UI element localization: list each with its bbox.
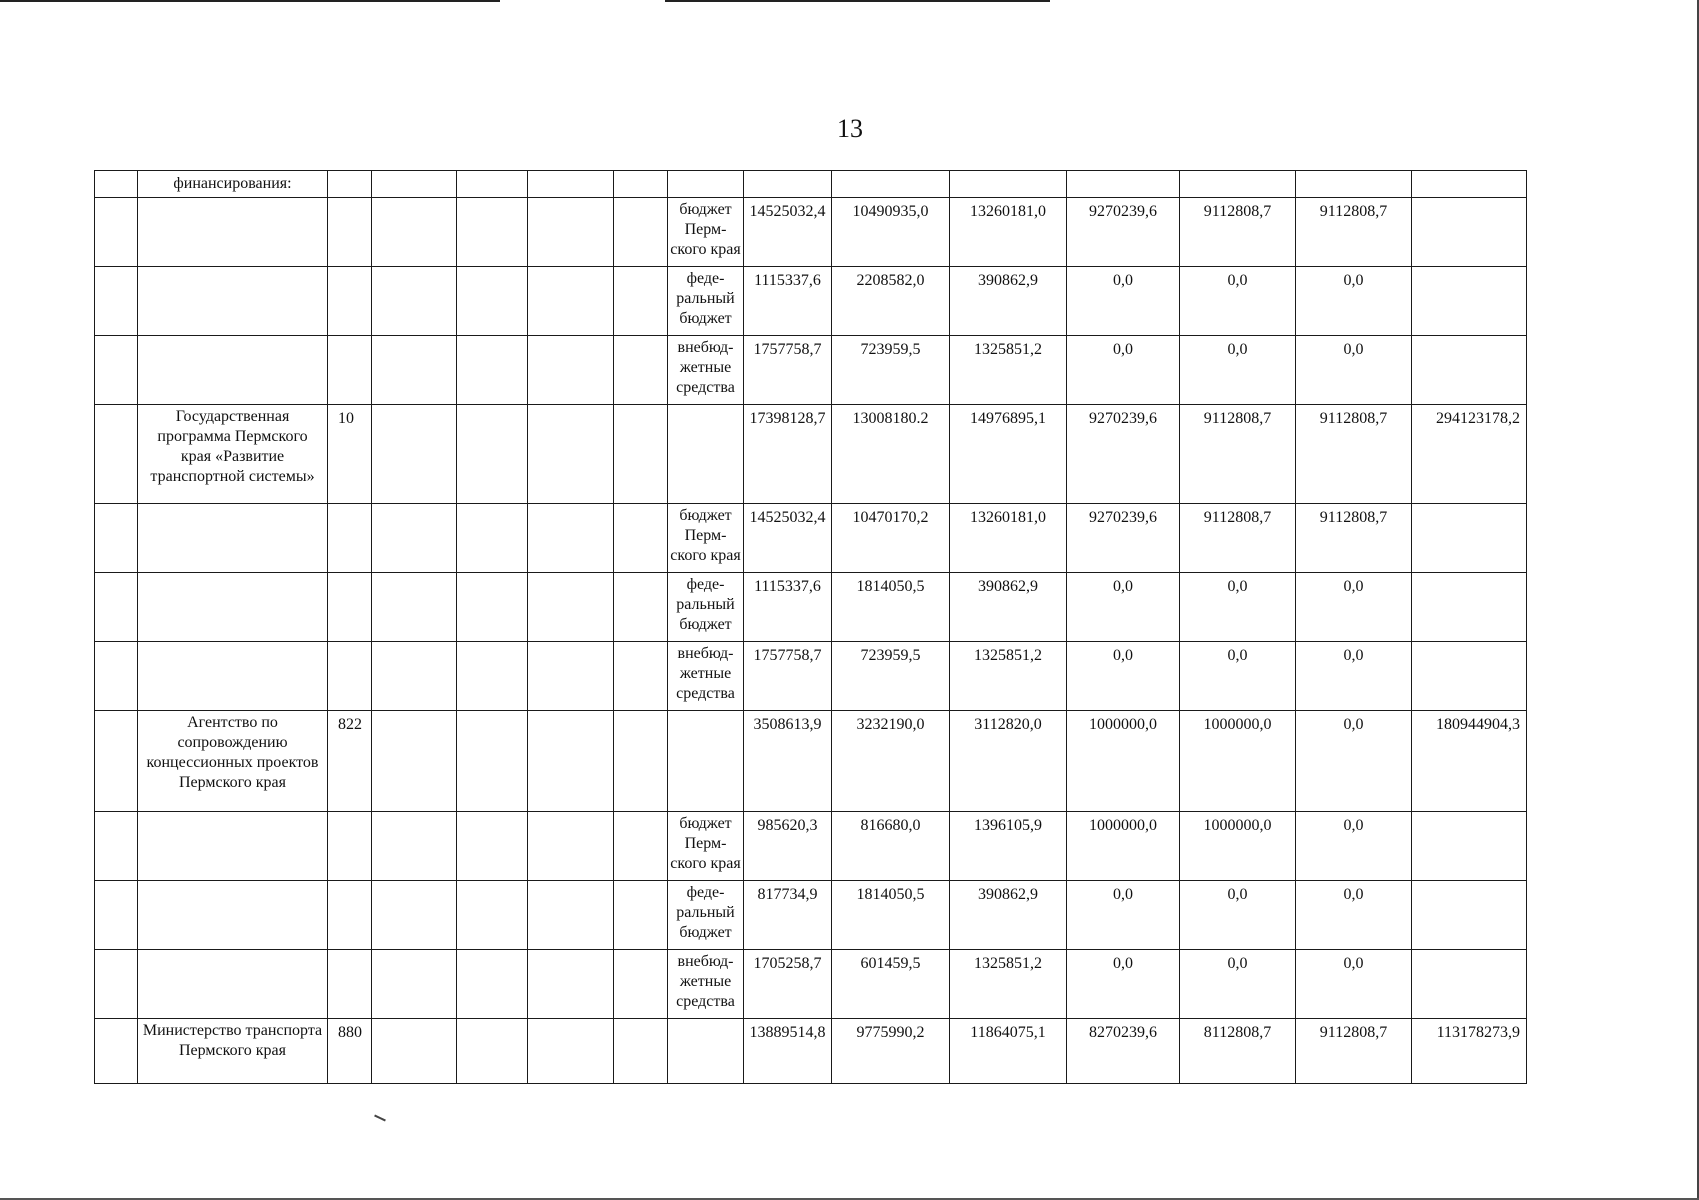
empty-cell — [457, 950, 528, 1019]
value-cell-5: 9112808,7 — [1180, 198, 1296, 267]
total-cell — [1412, 336, 1527, 405]
table-row — [95, 336, 1643, 405]
row-name-cell — [138, 950, 328, 1019]
row-code-cell — [328, 642, 372, 711]
empty-cell — [457, 573, 528, 642]
row-index-cell — [95, 336, 138, 405]
empty-cell — [372, 171, 457, 198]
empty-cell — [614, 950, 668, 1019]
row-name-cell: Агентство по сопровождению концессионных проектов Пермского края — [138, 711, 328, 812]
value-cell-5: 0,0 — [1180, 881, 1296, 950]
row-index-cell — [95, 812, 138, 881]
value-cell-4: 9270239,6 — [1067, 405, 1180, 504]
empty-cell — [457, 198, 528, 267]
funding-source-cell — [668, 1019, 744, 1084]
value-cell-1: 17398128,7 — [744, 405, 832, 504]
row-code-cell — [328, 198, 372, 267]
value-cell-3: 390862,9 — [950, 267, 1067, 336]
value-cell-4: 0,0 — [1067, 573, 1180, 642]
table-row — [95, 950, 1643, 1019]
value-cell-3: 390862,9 — [950, 573, 1067, 642]
table-row — [95, 711, 1643, 812]
empty-cell — [614, 405, 668, 504]
value-cell-3: 1325851,2 — [950, 950, 1067, 1019]
empty-cell — [457, 812, 528, 881]
value-cell-4: 0,0 — [1067, 642, 1180, 711]
total-cell: 294123178,2 — [1412, 405, 1527, 504]
row-name-cell — [138, 881, 328, 950]
empty-cell — [528, 198, 614, 267]
funding-source-cell: бюджет Перм-ского края — [668, 504, 744, 573]
value-cell-4 — [1067, 171, 1180, 198]
empty-cell — [614, 171, 668, 198]
row-index-cell — [95, 1019, 138, 1084]
value-cell-4: 1000000,0 — [1067, 812, 1180, 881]
table-row — [95, 642, 1643, 711]
row-code-cell — [328, 504, 372, 573]
page-number: 13 — [837, 114, 863, 143]
total-cell — [1412, 267, 1527, 336]
total-cell — [1412, 198, 1527, 267]
value-cell-6: 0,0 — [1296, 812, 1412, 881]
value-cell-4: 0,0 — [1067, 336, 1180, 405]
row-name-cell: Министерство транспорта Пермского края — [138, 1019, 328, 1084]
total-cell — [1412, 881, 1527, 950]
row-code-cell: 880 — [328, 1019, 372, 1084]
value-cell-1: 817734,9 — [744, 881, 832, 950]
empty-cell — [528, 881, 614, 950]
empty-cell — [614, 504, 668, 573]
empty-cell — [372, 812, 457, 881]
value-cell-5: 9112808,7 — [1180, 504, 1296, 573]
row-index-cell — [95, 171, 138, 198]
empty-cell — [528, 405, 614, 504]
value-cell-2: 10470170,2 — [832, 504, 950, 573]
total-cell: 180944904,3 — [1412, 711, 1527, 812]
value-cell-6: 0,0 — [1296, 711, 1412, 812]
row-index-cell — [95, 198, 138, 267]
total-cell — [1412, 504, 1527, 573]
row-name-cell: Государственная программа Пермского края «Развитие транспортной системы» — [138, 405, 328, 504]
value-cell-4: 9270239,6 — [1067, 504, 1180, 573]
funding-source-cell — [668, 405, 744, 504]
value-cell-1 — [744, 171, 832, 198]
value-cell-2: 723959,5 — [832, 336, 950, 405]
value-cell-6: 0,0 — [1296, 573, 1412, 642]
row-index-cell — [95, 267, 138, 336]
empty-cell — [457, 405, 528, 504]
row-name-cell — [138, 573, 328, 642]
empty-cell — [528, 711, 614, 812]
value-cell-6: 9112808,7 — [1296, 405, 1412, 504]
empty-cell — [528, 336, 614, 405]
value-cell-5: 0,0 — [1180, 267, 1296, 336]
row-index-cell — [95, 881, 138, 950]
value-cell-2: 13008180.2 — [832, 405, 950, 504]
empty-cell — [372, 504, 457, 573]
value-cell-1: 1705258,7 — [744, 950, 832, 1019]
value-cell-3: 1325851,2 — [950, 642, 1067, 711]
value-cell-1: 1115337,6 — [744, 267, 832, 336]
value-cell-2: 1814050,5 — [832, 573, 950, 642]
empty-cell — [457, 171, 528, 198]
value-cell-3: 3112820,0 — [950, 711, 1067, 812]
value-cell-1: 3508613,9 — [744, 711, 832, 812]
total-cell — [1412, 573, 1527, 642]
table-row — [95, 198, 1643, 267]
value-cell-1: 1757758,7 — [744, 642, 832, 711]
funding-source-cell — [668, 171, 744, 198]
row-name-cell — [138, 812, 328, 881]
empty-cell — [372, 642, 457, 711]
value-cell-3: 13260181,0 — [950, 198, 1067, 267]
table-row — [95, 504, 1643, 573]
empty-cell — [528, 171, 614, 198]
empty-cell — [457, 881, 528, 950]
row-code-cell — [328, 171, 372, 198]
empty-cell — [528, 504, 614, 573]
value-cell-4: 0,0 — [1067, 950, 1180, 1019]
funding-source-cell: феде-ральный бюджет — [668, 881, 744, 950]
value-cell-4: 8270239,6 — [1067, 1019, 1180, 1084]
total-cell — [1412, 950, 1527, 1019]
empty-cell — [372, 711, 457, 812]
row-name-cell — [138, 198, 328, 267]
value-cell-6: 0,0 — [1296, 642, 1412, 711]
value-cell-2: 1814050,5 — [832, 881, 950, 950]
value-cell-2: 601459,5 — [832, 950, 950, 1019]
row-index-cell — [95, 504, 138, 573]
empty-cell — [614, 711, 668, 812]
total-cell — [1412, 642, 1527, 711]
value-cell-5: 0,0 — [1180, 573, 1296, 642]
funding-source-cell: феде-ральный бюджет — [668, 267, 744, 336]
row-code-cell — [328, 881, 372, 950]
value-cell-2: 723959,5 — [832, 642, 950, 711]
funding-source-cell: внебюд-жетные средства — [668, 642, 744, 711]
row-code-cell: 10 — [328, 405, 372, 504]
value-cell-6: 0,0 — [1296, 267, 1412, 336]
value-cell-5: 9112808,7 — [1180, 405, 1296, 504]
value-cell-6: 9112808,7 — [1296, 198, 1412, 267]
empty-cell — [372, 198, 457, 267]
empty-cell — [614, 336, 668, 405]
value-cell-4: 9270239,6 — [1067, 198, 1180, 267]
funding-source-cell — [668, 711, 744, 812]
empty-cell — [614, 1019, 668, 1084]
funding-source-cell: внебюд-жетные средства — [668, 950, 744, 1019]
value-cell-2 — [832, 171, 950, 198]
value-cell-4: 0,0 — [1067, 267, 1180, 336]
row-index-cell — [95, 642, 138, 711]
row-name-cell — [138, 642, 328, 711]
row-code-cell — [328, 336, 372, 405]
empty-cell — [614, 573, 668, 642]
value-cell-2: 10490935,0 — [832, 198, 950, 267]
row-index-cell — [95, 950, 138, 1019]
empty-cell — [372, 336, 457, 405]
value-cell-2: 9775990,2 — [832, 1019, 950, 1084]
value-cell-5: 0,0 — [1180, 642, 1296, 711]
value-cell-2: 816680,0 — [832, 812, 950, 881]
row-name-cell — [138, 336, 328, 405]
empty-cell — [372, 881, 457, 950]
row-index-cell — [95, 711, 138, 812]
table-body — [95, 171, 1643, 1084]
row-name-cell — [138, 504, 328, 573]
table-row — [95, 1019, 1643, 1084]
value-cell-4: 0,0 — [1067, 881, 1180, 950]
empty-cell — [614, 642, 668, 711]
total-cell — [1412, 171, 1527, 198]
value-cell-5: 0,0 — [1180, 950, 1296, 1019]
value-cell-5: 0,0 — [1180, 336, 1296, 405]
row-code-cell — [328, 950, 372, 1019]
empty-cell — [614, 198, 668, 267]
value-cell-3 — [950, 171, 1067, 198]
funding-source-cell: бюджет Перм-ского края — [668, 812, 744, 881]
value-cell-3: 390862,9 — [950, 881, 1067, 950]
empty-cell — [372, 267, 457, 336]
funding-table — [94, 170, 1643, 1084]
funding-source-cell: внебюд-жетные средства — [668, 336, 744, 405]
row-name-cell — [138, 267, 328, 336]
value-cell-3: 13260181,0 — [950, 504, 1067, 573]
value-cell-1: 1757758,7 — [744, 336, 832, 405]
value-cell-3: 14976895,1 — [950, 405, 1067, 504]
value-cell-6: 9112808,7 — [1296, 1019, 1412, 1084]
value-cell-6: 9112808,7 — [1296, 504, 1412, 573]
row-code-cell — [328, 267, 372, 336]
value-cell-5: 1000000,0 — [1180, 711, 1296, 812]
value-cell-5: 1000000,0 — [1180, 812, 1296, 881]
value-cell-2: 2208582,0 — [832, 267, 950, 336]
value-cell-1: 13889514,8 — [744, 1019, 832, 1084]
value-cell-5: 8112808,7 — [1180, 1019, 1296, 1084]
empty-cell — [372, 405, 457, 504]
table-row — [95, 267, 1643, 336]
total-cell — [1412, 812, 1527, 881]
table-row — [95, 171, 1643, 198]
row-name-cell: финансирования: — [138, 171, 328, 198]
value-cell-1: 14525032,4 — [744, 504, 832, 573]
empty-cell — [528, 642, 614, 711]
empty-cell — [528, 950, 614, 1019]
empty-cell — [614, 812, 668, 881]
table-row — [95, 405, 1643, 504]
empty-cell — [457, 1019, 528, 1084]
funding-source-cell: феде-ральный бюджет — [668, 573, 744, 642]
empty-cell — [372, 1019, 457, 1084]
empty-cell — [457, 267, 528, 336]
value-cell-4: 1000000,0 — [1067, 711, 1180, 812]
empty-cell — [372, 950, 457, 1019]
row-code-cell — [328, 812, 372, 881]
empty-cell — [614, 267, 668, 336]
empty-cell — [528, 1019, 614, 1084]
value-cell-2: 3232190,0 — [832, 711, 950, 812]
row-code-cell — [328, 573, 372, 642]
empty-cell — [528, 812, 614, 881]
empty-cell — [457, 642, 528, 711]
empty-cell — [457, 711, 528, 812]
scan-mark — [374, 1115, 386, 1122]
value-cell-1: 14525032,4 — [744, 198, 832, 267]
total-cell: 113178273,9 — [1412, 1019, 1527, 1084]
table-row — [95, 881, 1643, 950]
value-cell-6: 0,0 — [1296, 950, 1412, 1019]
value-cell-1: 985620,3 — [744, 812, 832, 881]
row-code-cell: 822 — [328, 711, 372, 812]
row-index-cell — [95, 573, 138, 642]
funding-source-cell: бюджет Перм-ского края — [668, 198, 744, 267]
value-cell-5 — [1180, 171, 1296, 198]
value-cell-3: 1396105,9 — [950, 812, 1067, 881]
scan-edge-top — [0, 0, 1699, 2]
row-index-cell — [95, 405, 138, 504]
value-cell-6 — [1296, 171, 1412, 198]
empty-cell — [457, 504, 528, 573]
table-row — [95, 812, 1643, 881]
empty-cell — [372, 573, 457, 642]
empty-cell — [528, 573, 614, 642]
value-cell-6: 0,0 — [1296, 336, 1412, 405]
value-cell-3: 11864075,1 — [950, 1019, 1067, 1084]
value-cell-1: 1115337,6 — [744, 573, 832, 642]
value-cell-6: 0,0 — [1296, 881, 1412, 950]
empty-cell — [614, 881, 668, 950]
empty-cell — [457, 336, 528, 405]
value-cell-3: 1325851,2 — [950, 336, 1067, 405]
empty-cell — [528, 267, 614, 336]
table-row — [95, 573, 1643, 642]
